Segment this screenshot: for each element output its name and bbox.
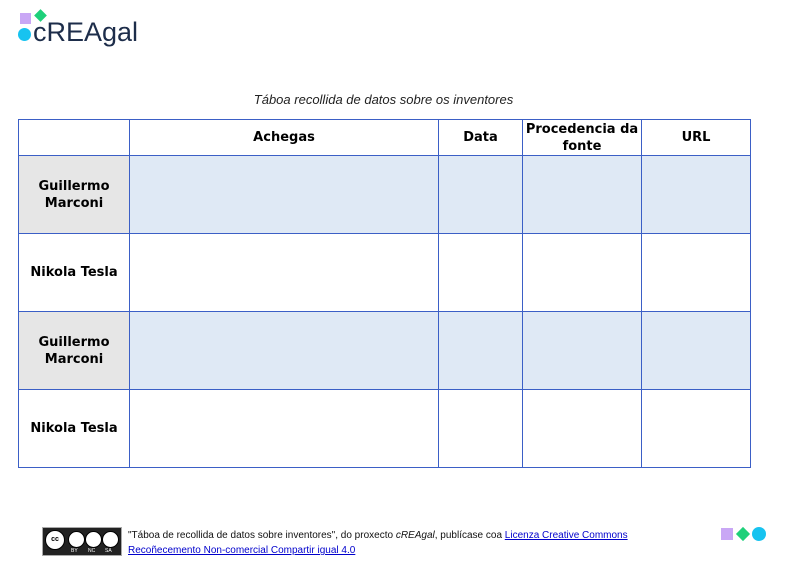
license-link-continued[interactable]: Recoñecemento Non-comercial Compartir igual 4.0 [128, 545, 356, 556]
table-row [19, 312, 751, 390]
license-link[interactable]: Licenza Creative Commons [504, 530, 628, 541]
cell-procedencia[interactable] [523, 156, 642, 234]
logo-square-icon [20, 13, 31, 24]
inventors-table [18, 119, 751, 468]
sa-icon [102, 531, 119, 548]
row-name: Nikola Tesla [19, 390, 130, 468]
nc-icon [85, 531, 102, 548]
sa-label: SA [105, 548, 112, 554]
cell-url[interactable] [642, 234, 751, 312]
cc-icon: cc [45, 530, 65, 550]
header-url: URL [642, 120, 751, 156]
cell-procedencia[interactable] [523, 312, 642, 390]
header-row [19, 120, 751, 156]
table-title: Táboa recollida de datos sobre os inventores [253, 92, 514, 107]
header-achegas: Achegas [130, 120, 439, 156]
table-row [19, 234, 751, 312]
row-name: Guillermo Marconi [19, 312, 130, 390]
header-data: Data [439, 120, 523, 156]
nc-label: NC [88, 548, 96, 554]
row-name: Guillermo Marconi [19, 156, 130, 234]
by-label: BY [71, 548, 78, 554]
table-row [19, 390, 751, 468]
row-name: Nikola Tesla [19, 234, 130, 312]
logo-circle-icon [18, 28, 31, 41]
license-text [128, 528, 628, 558]
cell-procedencia[interactable] [523, 234, 642, 312]
project-name: cREAgal [395, 530, 435, 541]
cell-url[interactable] [642, 156, 751, 234]
cell-url[interactable] [642, 390, 751, 468]
cell-achegas[interactable] [130, 156, 439, 234]
cell-achegas[interactable] [130, 234, 439, 312]
license-text-mid: , publícase coa [434, 530, 505, 541]
cell-achegas[interactable] [130, 390, 439, 468]
footer-circle-icon [752, 527, 766, 541]
footer-square-icon [721, 528, 733, 540]
cc-license-badge[interactable] [42, 527, 122, 556]
cell-achegas[interactable] [130, 312, 439, 390]
footer-diamond-icon [736, 527, 750, 541]
creagal-logo [17, 8, 147, 48]
cell-procedencia[interactable] [523, 390, 642, 468]
table-row [19, 156, 751, 234]
header-procedencia: Procedencia da fonte [523, 120, 642, 156]
by-icon [68, 531, 85, 548]
cell-url[interactable] [642, 312, 751, 390]
cell-data[interactable] [439, 312, 523, 390]
license-text-start: "Táboa de recollida de datos sobre inventores", do proxecto [128, 530, 396, 541]
logo-text: cREAgal [33, 17, 139, 47]
header-empty [19, 120, 130, 156]
cell-data[interactable] [439, 234, 523, 312]
cell-data[interactable] [439, 390, 523, 468]
cell-data[interactable] [439, 156, 523, 234]
